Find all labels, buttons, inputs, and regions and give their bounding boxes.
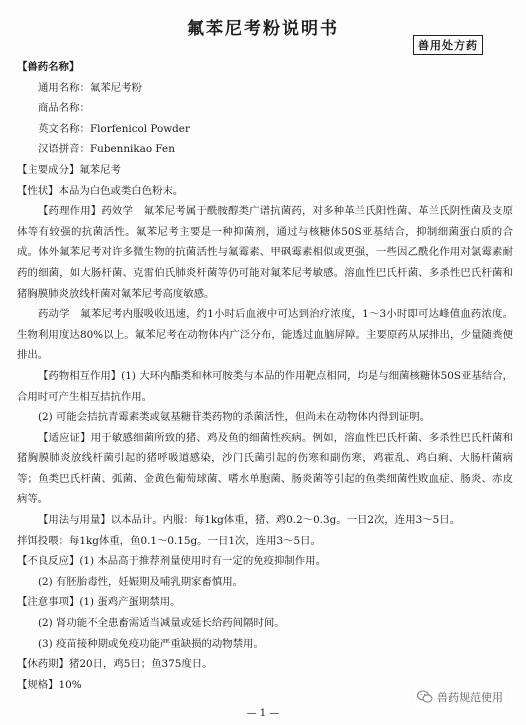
section-precautions: 【注意事项】(1) 蛋鸡产蛋期禁用。 [17,596,181,609]
product-name: 商品名称： [38,102,90,115]
wechat-icon [417,690,433,704]
page-number: — 1 — [246,708,280,719]
precautions-item-2: (2) 肾功能不全患畜需适当减量或延长给药间隔时间。 [38,617,285,630]
section-pharmacology: 【药理作用】药效学 氟苯尼考属于酰胺醇类广谱抗菌药，对多种革兰氏阳性菌、革兰氏阴性菌及支原体等有较强的抗菌活性。氟苯尼考主要是一种抑菌剂，通过与核糖体50S亚基结合，抑制细菌蛋白质的合成。体外氟苯尼考对许多微生物的抗菌活性与氟霉素、甲砜霉素相似或更强，一些因乙酰化作用对氯霉素耐药的细菌，如大肠杆菌、克雷伯氏肺炎杆菌等仍可能对氟苯尼考敏感。溶血性巴氏杆菌、多杀性巴氏杆菌和猪胸膜肺炎放线杆菌对氟苯尼考高度敏感。 [17,205,513,300]
prescription-badge: 兽用处方药 [413,35,483,55]
dosage-fish: 拌饵投喂：每1kg体重，鱼0.1～0.15g。一日1次，连用3～5日。 [17,534,321,547]
pinyin-name: 汉语拼音：Fubennikao Fen [38,143,175,156]
watermark [414,688,506,706]
english-name: 英文名称：Florfenicol Powder [38,122,190,135]
document-title: 氟苯尼考粉说明书 [187,19,339,39]
section-main-ingredient: 【主要成分】氟苯尼考 [17,163,121,176]
document-body [17,57,513,695]
precautions-item-3: (3) 疫苗接种期或免疫功能严重缺损的动物禁用。 [38,637,264,650]
section-withdrawal: 【休药期】猪20日，鸡5日；鱼375度日。 [17,658,213,671]
section-properties: 【性状】本品为白色或类白色粉末。 [17,184,184,197]
pharmacokinetics-paragraph: 药动学 氟苯尼考内服吸收迅速，约1小时后血液中可达到治疗浓度，1～3小时即可达峰值血药浓度。生物利用度达80%以上。氟苯尼考在动物体内广泛分布，能透过血脑屏障。主要原药从尿排出，少量随粪便排出。 [17,308,513,362]
section-adverse-reactions: 【不良反应】(1) 本品高于推荐剂量使用时有一定的免疫抑制作用。 [17,555,326,568]
section-specification: 【规格】10% [17,678,82,691]
adverse-item-2: (2) 有胚胎毒性，妊娠期及哺乳期家畜慎用。 [38,575,244,588]
section-dosage: 【用法与用量】以本品计。内服：每1kg体重，猪、鸡0.2～0.3g。一日2次，连用3～5日。 [38,514,460,527]
generic-name: 通用名称：氟苯尼考粉 [38,81,142,94]
section-drug-name: 【兽药名称】 [17,61,80,73]
interactions-item-2: (2) 可能会拮抗青霉素类或氨基糖苷类药物的杀菌活性，但尚未在动物体内得到证明。 [38,411,431,424]
watermark-text: 兽药规范使用 [437,691,503,704]
section-interactions: 【药物相互作用】(1) 大环内酯类和林可胺类与本品的作用靶点相同，均是与细菌核糖体50S亚基结合，合用时可产生相互拮抗作用。 [17,369,513,403]
section-indications: 【适应证】用于敏感细菌所致的猪、鸡及鱼的细菌性疾病。例如，溶血性巴氏杆菌、多杀性巴氏杆菌和猪胸膜肺炎放线杆菌引起的猪呼吸道感染，沙门氏菌引起的伤寒和副伤寒，鸡霍乱、鸡白痢、大肠杆菌病等；鱼类巴氏杆菌、弧菌、金黄色葡萄球菌、嗜水单胞菌、肠炎菌等引起的鱼类细菌性败血症、肠炎、赤皮病等。 [17,431,513,506]
